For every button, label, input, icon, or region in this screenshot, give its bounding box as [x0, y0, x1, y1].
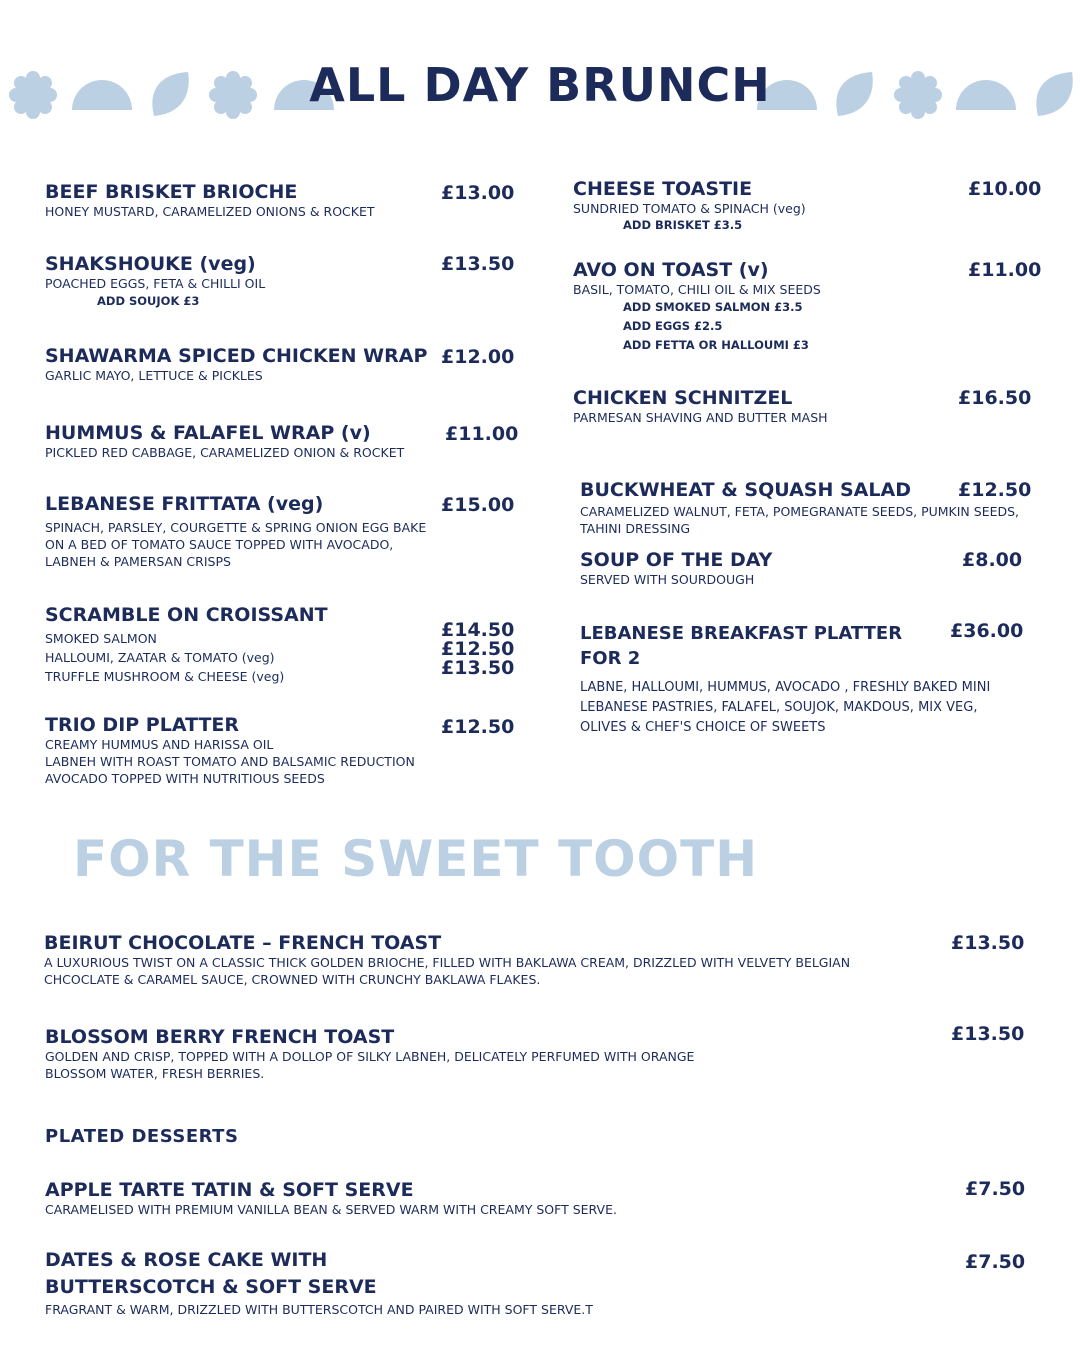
item-desc: CREAMY HUMMUS AND HARISSA OIL	[45, 737, 274, 752]
item-name: BUCKWHEAT & SQUASH SALAD	[580, 479, 911, 501]
item-price: £11.00	[968, 259, 1042, 281]
item-desc: LEBANESE PASTRIES, FALAFEL, SOUJOK, MAKDOUS, MIX VEG,	[580, 700, 978, 715]
item-price: £13.50	[441, 657, 515, 679]
menu-item	[45, 1179, 617, 1218]
item-name: LEBANESE FRITTATA (veg)	[45, 493, 324, 515]
item-desc: TAHINI DRESSING	[580, 521, 691, 536]
item-name: BLOSSOM BERRY FRENCH TOAST	[45, 1026, 395, 1048]
item-desc: GARLIC MAYO, LETTUCE & PICKLES	[45, 368, 263, 383]
item-desc: CARAMELIZED WALNUT, FETA, POMEGRANATE SEEDS, PUMKIN SEEDS,	[580, 504, 1020, 519]
item-desc: SUNDRIED TOMATO & SPINACH (veg)	[573, 201, 806, 216]
item-price: £13.50	[441, 253, 515, 275]
item-desc: POACHED EGGS, FETA & CHILLI OIL	[45, 276, 266, 291]
item-name: APPLE TARTE TATIN & SOFT SERVE	[45, 1179, 414, 1201]
menu-item	[45, 493, 426, 570]
item-name: SCRAMBLE ON CROISSANT	[45, 604, 328, 626]
item-name: LEBANESE BREAKFAST PLATTER	[580, 623, 903, 644]
item-name: BEIRUT CHOCOLATE – FRENCH TOAST	[44, 932, 442, 954]
item-desc: HONEY MUSTARD, CARAMELIZED ONIONS & ROCKET	[45, 204, 375, 219]
menu-item	[45, 345, 427, 384]
menu-item	[580, 549, 772, 588]
item-price: £13.50	[951, 932, 1025, 954]
item-desc: FRAGRANT & WARM, DRIZZLED WITH BUTTERSCOTCH AND PAIRED WITH SOFT SERVE.T	[45, 1302, 593, 1317]
item-desc: PICKLED RED CABBAGE, CARAMELIZED ONION & ROCKET	[45, 445, 405, 460]
item-desc: SERVED WITH SOURDOUGH	[580, 572, 755, 587]
item-desc: A LUXURIOUS TWIST ON A CLASSIC THICK GOLDEN BRIOCHE, FILLED WITH BAKLAWA CREAM, DRIZZLED WITH VELVETY BELGIAN	[44, 955, 851, 970]
item-price: £10.00	[968, 178, 1042, 200]
item-desc: CARAMELISED WITH PREMIUM VANILLA BEAN & SERVED WARM WITH CREAMY SOFT SERVE.	[45, 1202, 617, 1217]
item-desc: BASIL, TOMATO, CHILI OIL & MIX SEEDS	[573, 282, 821, 297]
item-desc: GOLDEN AND CRISP, TOPPED WITH A DOLLOP OF SILKY LABNEH, DELICATELY PERFUMED WITH ORANGE	[45, 1049, 695, 1064]
menu-item	[45, 714, 415, 787]
item-price: £12.50	[958, 479, 1032, 501]
item-price: £36.00	[950, 620, 1024, 642]
menu-item	[45, 181, 375, 220]
menu-item	[45, 253, 265, 311]
item-name: HUMMUS & FALAFEL WRAP (v)	[45, 422, 371, 444]
menu-item	[44, 932, 850, 988]
item-price: £16.50	[958, 387, 1032, 409]
item-name: TRIO DIP PLATTER	[45, 714, 240, 736]
item-addon: ADD SMOKED SALMON £3.5	[623, 300, 803, 314]
menu-item	[45, 604, 328, 686]
item-price: £12.00	[441, 346, 515, 368]
item-desc: SMOKED SALMON	[45, 631, 157, 646]
item-name: DATES & ROSE CAKE WITH	[45, 1249, 328, 1271]
item-name: CHICKEN SCHNITZEL	[573, 387, 793, 409]
item-name: SHAWARMA SPICED CHICKEN WRAP	[45, 345, 428, 367]
item-name: BUTTERSCOTCH & SOFT SERVE	[45, 1276, 377, 1298]
item-price: £13.00	[441, 182, 515, 204]
menu-item	[573, 387, 828, 426]
item-addon: ADD FETTA OR HALLOUMI £3	[623, 338, 809, 352]
item-price: £11.00	[445, 423, 519, 445]
section-title: FOR THE SWEET TOOTH	[73, 830, 759, 888]
item-desc: LABNEH & PAMERSAN CRISPS	[45, 554, 231, 569]
item-name: CHEESE TOASTIE	[573, 178, 753, 200]
item-desc: ON A BED OF TOMATO SAUCE TOPPED WITH AVOCADO,	[45, 537, 394, 552]
item-addon: ADD BRISKET £3.5	[623, 218, 743, 232]
menu-item	[573, 178, 806, 233]
item-desc: HALLOUMI, ZAATAR & TOMATO (veg)	[45, 650, 275, 665]
item-desc: AVOCADO TOPPED WITH NUTRITIOUS SEEDS	[45, 771, 325, 786]
item-name: BEEF BRISKET BRIOCHE	[45, 181, 298, 203]
item-addon: ADD SOUJOK £3	[97, 294, 200, 308]
item-desc: TRUFFLE MUSHROOM & CHEESE (veg)	[45, 669, 285, 684]
item-name: AVO ON TOAST (v)	[573, 259, 769, 281]
item-price: £15.00	[441, 494, 515, 516]
menu-item	[580, 479, 1019, 537]
item-name: SHAKSHOUKE (veg)	[45, 253, 256, 275]
item-price: £7.50	[965, 1251, 1026, 1273]
item-price: £12.50	[441, 638, 515, 660]
menu-item	[580, 621, 990, 738]
page-title: ALL DAY BRUNCH	[309, 58, 771, 112]
menu-item	[45, 422, 404, 461]
item-price: £12.50	[441, 716, 515, 738]
section-label: PLATED DESSERTS	[45, 1126, 239, 1147]
item-price: £8.00	[962, 549, 1023, 571]
item-desc: PARMESAN SHAVING AND BUTTER MASH	[573, 410, 828, 425]
item-name: FOR 2	[580, 648, 641, 669]
item-price: £7.50	[965, 1178, 1026, 1200]
menu-item	[573, 259, 821, 355]
item-addon: ADD EGGS £2.5	[623, 319, 723, 333]
item-desc: CHCOCLATE & CARAMEL SAUCE, CROWNED WITH CRUNCHY BAKLAWA FLAKES.	[44, 972, 541, 987]
item-name: SOUP OF THE DAY	[580, 549, 773, 571]
item-desc: OLIVES & CHEF'S CHOICE OF SWEETS	[580, 720, 826, 735]
item-desc: SPINACH, PARSLEY, COURGETTE & SPRING ONION EGG BAKE	[45, 520, 427, 535]
item-desc: LABNEH WITH ROAST TOMATO AND BALSAMIC REDUCTION	[45, 754, 415, 769]
item-desc: BLOSSOM WATER, FRESH BERRIES.	[45, 1066, 265, 1081]
item-price: £14.50	[441, 619, 515, 641]
item-desc: LABNE, HALLOUMI, HUMMUS, AVOCADO , FRESHLY BAKED MINI	[580, 680, 991, 695]
item-price: £13.50	[951, 1023, 1025, 1045]
menu-item	[45, 1026, 694, 1082]
menu-item	[45, 1247, 593, 1318]
